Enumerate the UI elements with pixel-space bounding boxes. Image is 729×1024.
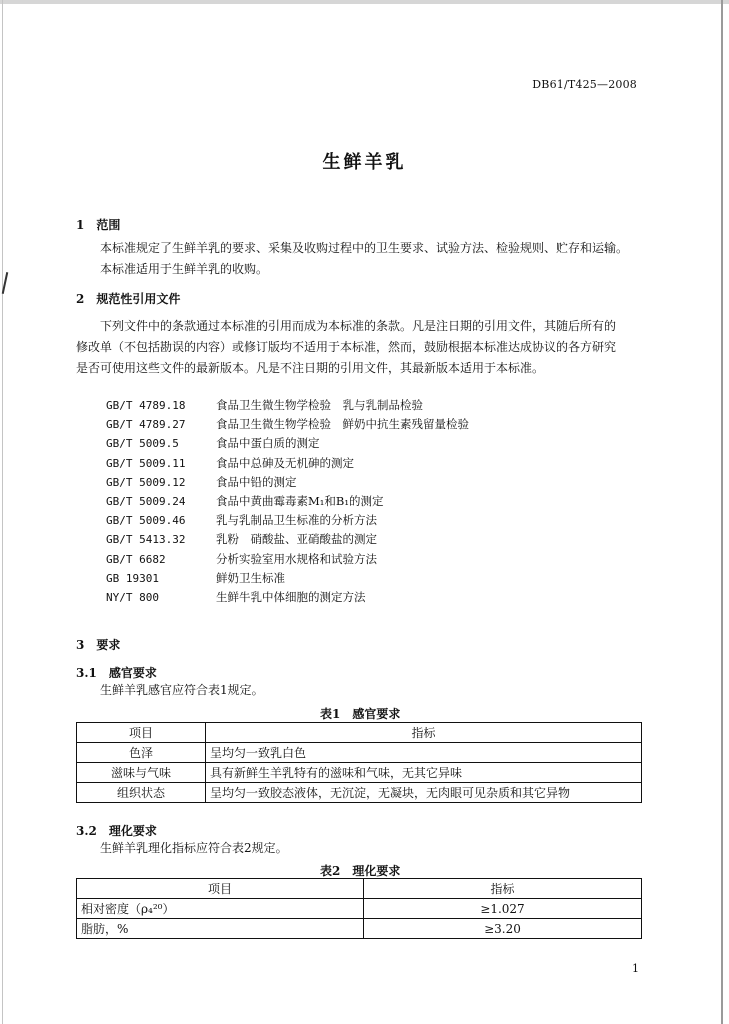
- table-row: [77, 919, 642, 939]
- table-header-cell: 指标: [206, 723, 642, 743]
- reference-item: [106, 396, 469, 415]
- section-1-line-2: 本标准适用于生鲜羊乳的收购。: [100, 262, 269, 276]
- section-2-line-3: 是否可使用这些文件的最新版本。凡是不注日期的引用文件，其最新版本适用于本标准。: [76, 361, 545, 375]
- table-2-caption: 表2 理化要求: [320, 864, 401, 878]
- table-cell-item: 滋味与气味: [77, 763, 206, 783]
- reference-title: 食品卫生微生物学检验 鲜奶中抗生素残留量检验: [216, 417, 469, 432]
- reference-title: 食品中黄曲霉毒素M₁和B₁的测定: [216, 493, 384, 508]
- reference-item: [106, 434, 469, 453]
- reference-item: [106, 588, 469, 607]
- table-cell-value: ≥3.20: [364, 919, 642, 939]
- table-cell-value: ≥1.027: [364, 899, 642, 919]
- section-3-1-heading: 3.1 感官要求: [76, 666, 157, 680]
- reference-title: 鲜奶卫生标准: [216, 570, 285, 585]
- reference-list: [106, 396, 469, 607]
- table-cell-item: 色泽: [77, 743, 206, 763]
- table-header-cell: 指标: [364, 879, 642, 899]
- section-1-heading: 1 范围: [76, 218, 121, 232]
- reference-code: GB 19301: [106, 571, 159, 585]
- section-3-2-heading: 3.2 理化要求: [76, 824, 157, 838]
- section-3-1-text: 生鲜羊乳感官应符合表1规定。: [100, 683, 264, 697]
- reference-item: [106, 473, 469, 492]
- table-1-sensory: [76, 722, 642, 803]
- section-1-line-1: 本标准规定了生鲜羊乳的要求、采集及收购过程中的卫生要求、试验方法、检验规则、贮存和运输。: [100, 241, 629, 255]
- reference-item: [106, 415, 469, 434]
- section-2-line-1: 下列文件中的条款通过本标准的引用而成为本标准的条款。凡是注日期的引用文件，其随后所有的: [100, 319, 617, 333]
- reference-code: GB/T 5009.5: [106, 437, 179, 451]
- section-3-2-text: 生鲜羊乳理化指标应符合表2规定。: [100, 841, 288, 855]
- table-cell-item: 脂肪，%: [77, 919, 364, 939]
- reference-title: 食品中铅的测定: [216, 474, 297, 489]
- table-row: [77, 783, 642, 803]
- table-header-row: [77, 723, 642, 743]
- table-cell-value: 具有新鲜生羊乳特有的滋味和气味，无其它异味: [206, 763, 642, 783]
- reference-code: GB/T 6682: [106, 552, 166, 566]
- reference-code: GB/T 5009.46: [106, 514, 186, 528]
- reference-code: GB/T 5009.24: [106, 494, 186, 508]
- table-header-cell: 项目: [77, 723, 206, 743]
- table-row: [77, 899, 642, 919]
- section-3-heading: 3 要求: [76, 638, 121, 652]
- table-header-row: [77, 879, 642, 899]
- reference-code: GB/T 4789.27: [106, 418, 186, 432]
- section-2-heading: 2 规范性引用文件: [76, 292, 181, 306]
- reference-title: 生鲜牛乳中体细胞的测定方法: [216, 589, 366, 604]
- table-1-caption: 表1 感官要求: [320, 707, 401, 721]
- table-row: [77, 763, 642, 783]
- reference-title: 乳与乳制品卫生标准的分析方法: [216, 513, 377, 528]
- table-header-cell: 项目: [77, 879, 364, 899]
- reference-code: GB/T 4789.18: [106, 399, 186, 412]
- reference-code: NY/T 800: [106, 590, 159, 604]
- reference-item: [106, 569, 469, 588]
- reference-code: GB/T 5009.11: [106, 456, 186, 470]
- reference-title: 分析实验室用水规格和试验方法: [216, 551, 377, 566]
- scan-edge-top: [0, 0, 729, 4]
- reference-item: [106, 454, 469, 473]
- document-title: 生鲜羊乳: [322, 152, 407, 173]
- table-cell-item: 相对密度（ρ₄²⁰）: [77, 899, 364, 919]
- table-cell-value: 呈均匀一致胶态液体，无沉淀，无凝块，无肉眼可见杂质和其它异物: [206, 783, 642, 803]
- table-2-physicochemical: [76, 878, 642, 939]
- page-number: 1: [632, 962, 639, 975]
- reference-title: 食品中蛋白质的测定: [216, 436, 320, 451]
- reference-title: 食品中总砷及无机砷的测定: [216, 455, 354, 470]
- reference-item: [106, 530, 469, 549]
- reference-title: 食品卫生微生物学检验 乳与乳制品检验: [216, 398, 423, 412]
- reference-item: [106, 550, 469, 569]
- section-2-line-2: 修改单（不包括勘误的内容）或修订版均不适用于本标准，然而，鼓励根据本标准达成协议的各方研究: [76, 340, 617, 354]
- standard-number: DB61/T425—2008: [532, 78, 637, 91]
- reference-code: GB/T 5009.12: [106, 475, 186, 489]
- table-cell-value: 呈均匀一致乳白色: [206, 743, 642, 763]
- table-cell-item: 组织状态: [77, 783, 206, 803]
- reference-title: 乳粉 硝酸盐、亚硝酸盐的测定: [216, 532, 377, 547]
- reference-code: GB/T 5413.32: [106, 533, 186, 547]
- table-row: [77, 743, 642, 763]
- reference-item: [106, 511, 469, 530]
- reference-item: [106, 492, 469, 511]
